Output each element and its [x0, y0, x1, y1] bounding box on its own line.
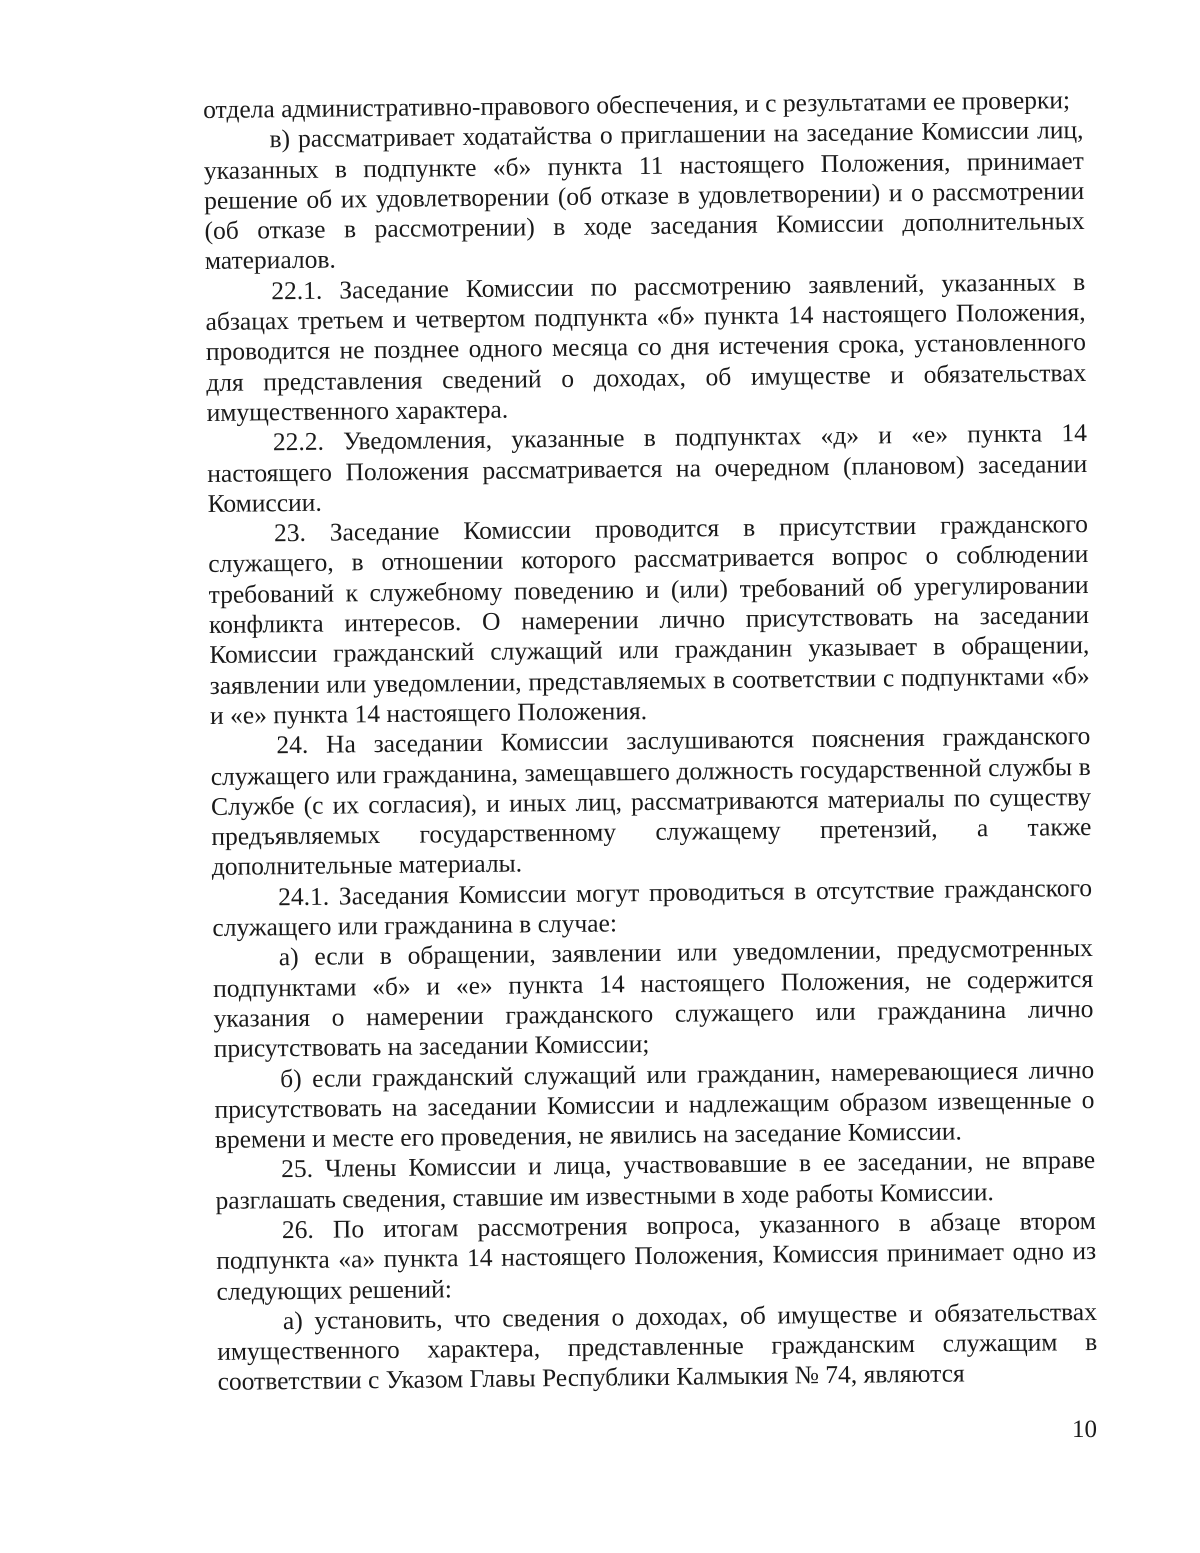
paragraph-22-1: 22.1. Заседание Комиссии по рассмотрению заявлений, указанных в абзацах третьем и четвертом подпункта «б» пункта 14 настоящего Положения, проводится не позднее одного месяца со дня истечения срока, установленного для представления сведений о доходах, об имуществе и обязательствах имущественного характера.	[205, 266, 1087, 427]
paragraph-22-2: 22.2. Уведомления, указанные в подпунктах «д» и «е» пункта 14 настоящего Положения рассматривается на очередном (плановом) заседании Комиссии.	[207, 418, 1088, 518]
paragraph-23: 23. Заседание Комиссии проводится в присутствии гражданского служащего, в отношении которого рассматривается вопрос о соблюдении требований к служебному поведению и (или) требований об урегулировании конфликта интересов. О намерении лично присутствовать на заседании Комиссии гражданский служащий или гражданин указывает в обращении, заявлении или уведомлении, представляемых в соответствии с подпунктами «б» и «е» пункта 14 настоящего Положения.	[208, 509, 1090, 730]
paragraph-24-1-b: б) если гражданский служащий или гражданин, намеревающиеся лично присутствовать на заседании Комиссии и надлежащим образом извещенные о времени и месте его проведения, не явились на заседание Комиссии.	[214, 1054, 1095, 1155]
paragraph-26-a: а) установить, что сведения о доходах, об имуществе и обязательствах имущественного характера, представленные гражданским служащим в соответствии с Указом Главы Республики Калмыкия № 74, являются	[217, 1296, 1098, 1397]
paragraph-continuation: отдела административно-правового обеспечения, и с результатами ее проверки;	[203, 85, 1071, 124]
paragraph-24-1: 24.1. Заседания Комиссии могут проводиться в отсутствие гражданского служащего или гражданина в случае:	[212, 872, 1093, 942]
document-body	[203, 85, 1098, 1398]
paragraph-subitem-v: в) рассматривает ходатайства о приглашении на заседание Комиссии лиц, указанных в подпункте «б» пункта 11 настоящего Положения, принимает решение об их удовлетворении (об отказе в удовлетворении) и о рассмотрении (об отказе в рассмотрении) в ходе заседания Комиссии дополнительных материалов.	[203, 115, 1085, 276]
paragraph-24: 24. На заседании Комиссии заслушиваются пояснения гражданского служащего или гражданина, замещавшего должность государственной службы в Службе (с их согласия), и иных лиц, рассматриваются материалы по существу предъявляемых государственному служащему претензий, а также дополнительные материалы.	[210, 721, 1092, 882]
paragraph-25: 25. Члены Комиссии и лица, участвовавшие в ее заседании, не вправе разглашать сведения, ставшие им известными в ходе работы Комиссии.	[215, 1145, 1096, 1215]
page-number: 10	[1072, 1416, 1097, 1443]
paragraph-26: 26. По итогам рассмотрения вопроса, указанного в абзаце втором подпункта «а» пункта 14 настоящего Положения, Комиссия принимает одно из следующих решений:	[216, 1205, 1097, 1306]
paragraph-24-1-a: а) если в обращении, заявлении или уведомлении, предусмотренных подпунктами «б» и «е» пункта 14 настоящего Положения, не содержится указания о намерении гражданского служащего или гражданина лично присутствовать на заседании Комиссии;	[212, 933, 1094, 1064]
